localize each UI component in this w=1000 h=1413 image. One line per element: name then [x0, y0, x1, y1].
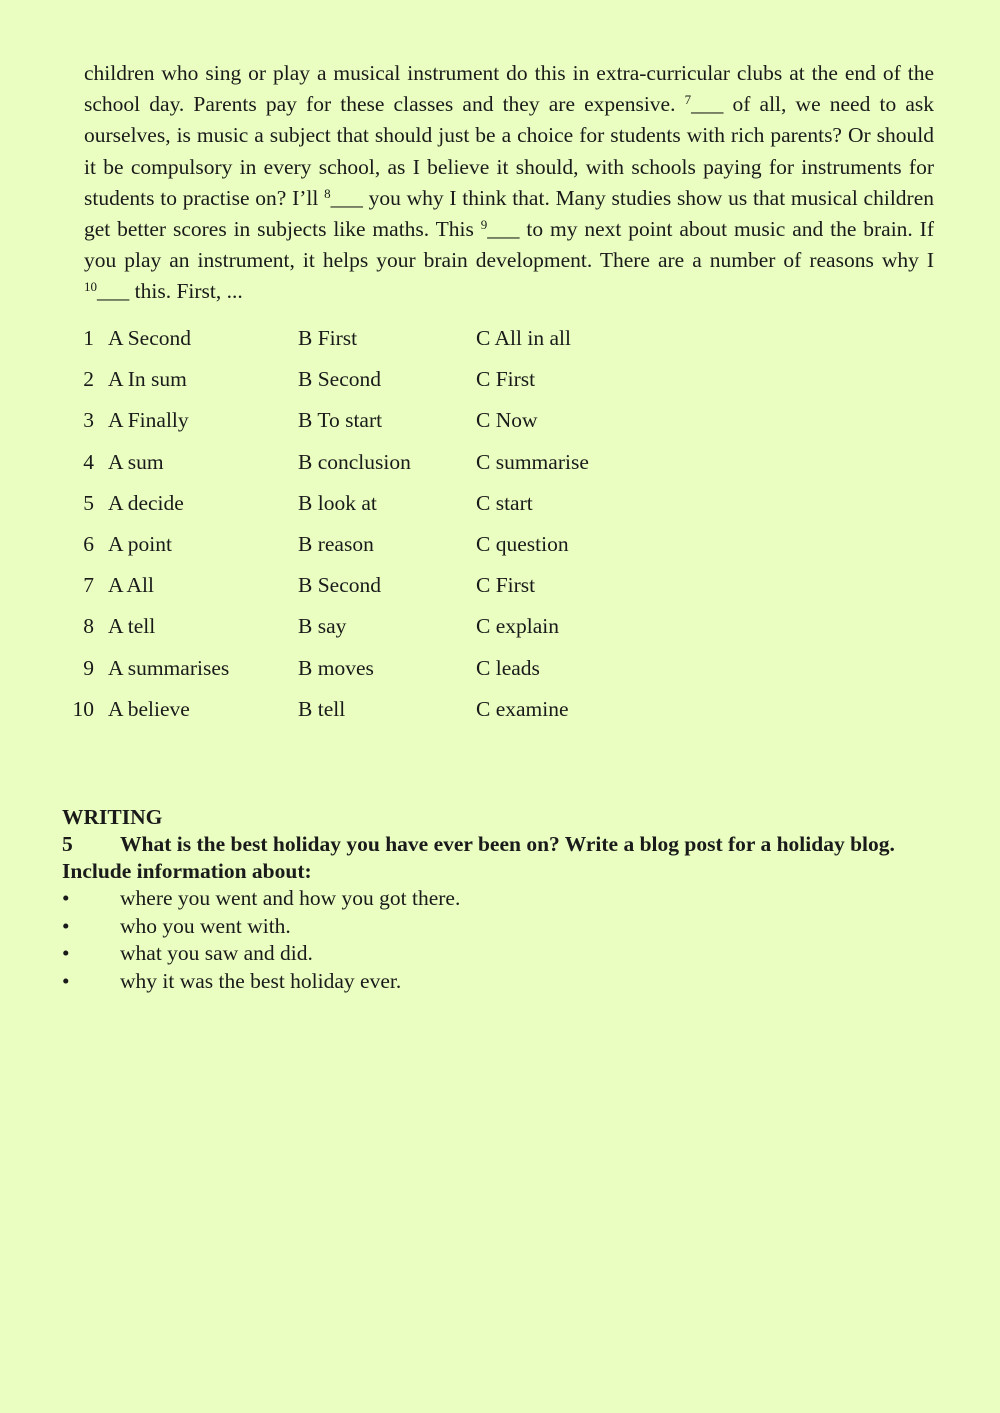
option-c: C question: [476, 532, 569, 557]
gap-number: 7: [684, 92, 692, 108]
option-a: A believe: [108, 696, 190, 721]
option-a: A point: [108, 532, 172, 557]
option-a: A In sum: [108, 367, 187, 392]
bullet-icon: •: [62, 968, 70, 993]
option-b: B First: [298, 326, 358, 351]
option-row: [62, 606, 676, 647]
list-item-text: who you went with.: [120, 913, 291, 938]
bullet-icon: •: [62, 941, 70, 965]
option-a: A tell: [108, 614, 156, 639]
option-c: C start: [476, 490, 533, 515]
option-row: [62, 483, 676, 524]
gap-number: 9: [480, 217, 488, 233]
option-c: C leads: [476, 655, 540, 680]
option-row: [62, 400, 676, 441]
question-number: 3: [83, 408, 94, 433]
task-number: 5: [62, 832, 73, 856]
option-b: B reason: [298, 532, 374, 557]
option-b: B Second: [298, 573, 382, 598]
option-row: [62, 524, 676, 565]
list-item: [62, 885, 932, 913]
option-a: A Finally: [108, 408, 189, 433]
list-item: [62, 913, 932, 941]
bullet-icon: •: [62, 886, 70, 910]
list-item-text: where you went and how you got there.: [120, 886, 461, 910]
writing-section: [62, 804, 932, 995]
list-item-text: what you saw and did.: [120, 941, 313, 965]
question-number: 7: [83, 573, 94, 598]
option-c: C explain: [476, 614, 559, 639]
question-number: 6: [83, 532, 94, 557]
option-a: A All: [108, 573, 155, 598]
option-b: B tell: [298, 696, 346, 721]
option-b: B To start: [298, 408, 383, 433]
list-item-text: why it was the best holiday ever.: [120, 968, 402, 993]
passage-text: ___ you why I think that. Many studies show us that musical children get better scores in subjects like maths. This: [84, 185, 934, 242]
section-heading: WRITING: [62, 805, 163, 829]
option-row: [62, 565, 676, 606]
option-c: C All in all: [476, 326, 571, 351]
list-item: [62, 968, 932, 996]
option-row: [62, 318, 676, 359]
question-number: 5: [83, 490, 94, 515]
option-a: A sum: [108, 449, 164, 474]
question-number: 8: [83, 614, 94, 639]
option-a: A decide: [108, 490, 184, 515]
task-bullet-list: [62, 885, 932, 995]
task-text: What is the best holiday you have ever been on? Write a blog post for a holiday blog. Include information about:: [62, 832, 895, 883]
option-b: B moves: [298, 655, 374, 680]
option-c: C summarise: [476, 449, 589, 474]
option-row: [62, 689, 676, 730]
passage-text: children who sing or play a musical instrument do this in extra-curricular clubs at the end of the school day. Parents pay for these classes and they are expensive.: [84, 61, 934, 117]
option-a: A summarises: [108, 655, 230, 680]
option-b: B say: [298, 614, 347, 639]
passage-text: ___ this. First, ...: [97, 279, 243, 304]
list-item: [62, 940, 932, 968]
option-row: [62, 648, 676, 689]
reading-passage: [84, 58, 934, 308]
writing-task: [62, 831, 932, 885]
option-row: [62, 359, 676, 400]
question-number: 10: [72, 696, 94, 721]
option-b: B look at: [298, 490, 377, 515]
option-a: A Second: [108, 326, 192, 351]
option-c: C First: [476, 573, 536, 598]
passage-text: ___ to my next point about music and the brain. If you play an instrument, it helps your brain development. There are a number of reasons why I: [84, 217, 935, 273]
bullet-icon: •: [62, 913, 70, 938]
question-number: 9: [83, 655, 94, 680]
option-row: [62, 442, 676, 483]
answer-options-table: [62, 318, 676, 730]
passage-text: ___ of all, we need to ask ourselves, is music a subject that should just be a choice for students with rich parents? Or should it be compulsory in every school, as I believe it should, with schools paying for instruments for students to practise on? I’ll: [84, 92, 934, 210]
option-c: C First: [476, 367, 536, 392]
option-c: C Now: [476, 408, 538, 433]
option-c: C examine: [476, 696, 569, 721]
question-number: 1: [83, 326, 94, 351]
gap-number: 8: [324, 185, 331, 201]
option-b: B Second: [298, 367, 382, 392]
option-b: B conclusion: [298, 449, 411, 474]
gap-number: 10: [84, 279, 97, 295]
question-number: 4: [83, 449, 94, 474]
question-number: 2: [83, 367, 94, 392]
